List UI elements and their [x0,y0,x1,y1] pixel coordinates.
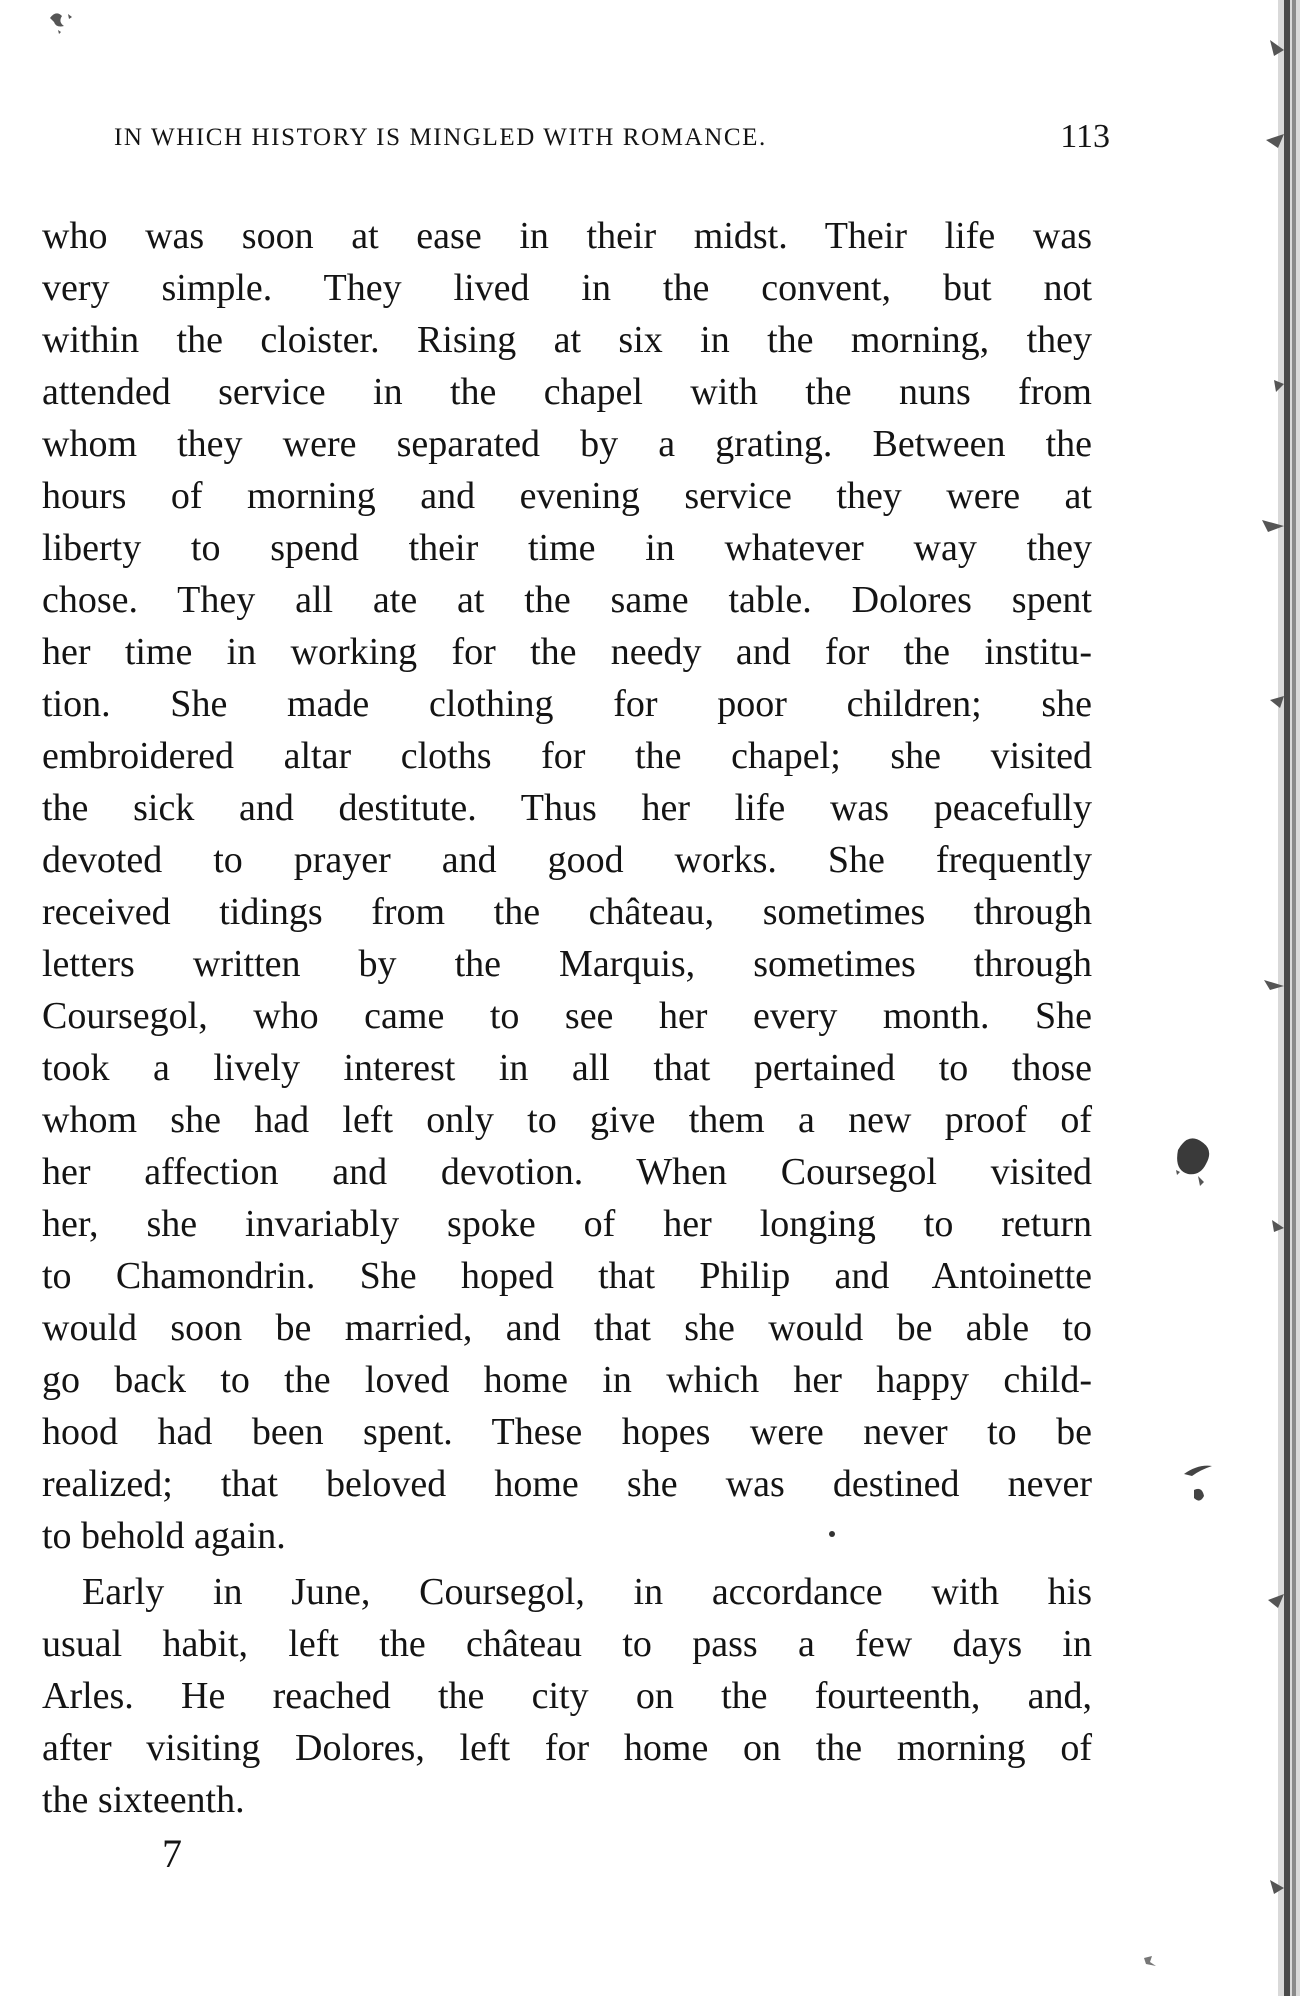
text-line: her affection and devotion. When Coursegol visited [42,1151,1092,1193]
ink-blot-icon [1168,1130,1218,1190]
ink-speck-icon [44,8,84,40]
text-line: the sick and destitute. Thus her life was peacefully [42,787,1092,829]
text-line: her time in working for the needy and for the institu- [42,631,1092,673]
text-line: embroidered altar cloths for the chapel; she visited [42,735,1092,777]
text-line: after visiting Dolores, left for home on the morning of [42,1727,1092,1769]
text-line: Arles. He reached the city on the fourteenth, and, [42,1675,1092,1717]
text-line: received tidings from the château, sometimes through [42,891,1092,933]
text-line: go back to the loved home in which her happy child- [42,1359,1092,1401]
ink-dot-icon [828,1530,836,1538]
body-text [42,210,1092,1826]
text-line: usual habit, left the château to pass a few days in [42,1623,1092,1665]
text-line: Coursegol, who came to see her every month. She [42,995,1092,1037]
text-line: very simple. They lived in the convent, but not [42,267,1092,309]
text-line: to behold again. [42,1515,286,1557]
signature-mark: 7 [162,1831,182,1876]
text-line: liberty to spend their time in whatever way they [42,527,1092,569]
text-line: letters written by the Marquis, sometimes through [42,943,1092,985]
ink-speck-icon [1140,1952,1160,1970]
text-line: realized; that beloved home she was destined never [42,1463,1092,1505]
text-line: chose. They all ate at the same table. Dolores spent [42,579,1092,621]
text-line: took a lively interest in all that pertained to those [42,1047,1092,1089]
page-edge-texture [1240,0,1300,1996]
text-line: would soon be married, and that she would be able to [42,1307,1092,1349]
text-line: whom they were separated by a grating. Between the [42,423,1092,465]
ink-mark-icon [1178,1460,1218,1510]
text-line: attended service in the chapel with the nuns from [42,371,1092,413]
text-line: within the cloister. Rising at six in the morning, they [42,319,1092,361]
text-line: to Chamondrin. She hoped that Philip and Antoinette [42,1255,1092,1297]
text-line: hood had been spent. These hopes were never to be [42,1411,1092,1453]
text-line: hours of morning and evening service they were at [42,475,1092,517]
text-line: whom she had left only to give them a new proof of [42,1099,1092,1141]
text-line: her, she invariably spoke of her longing to return [42,1203,1092,1245]
paragraph-start-line: Early in June, Coursegol, in accordance with his [82,1571,1092,1613]
running-title: IN WHICH HISTORY IS MINGLED WITH ROMANCE. [114,124,767,151]
page-number: 113 [1060,118,1110,155]
text-line: who was soon at ease in their midst. Their life was [42,215,1092,257]
text-line: tion. She made clothing for poor children; she [42,683,1092,725]
text-line: devoted to prayer and good works. She frequently [42,839,1092,881]
text-line: the sixteenth. [42,1779,245,1821]
